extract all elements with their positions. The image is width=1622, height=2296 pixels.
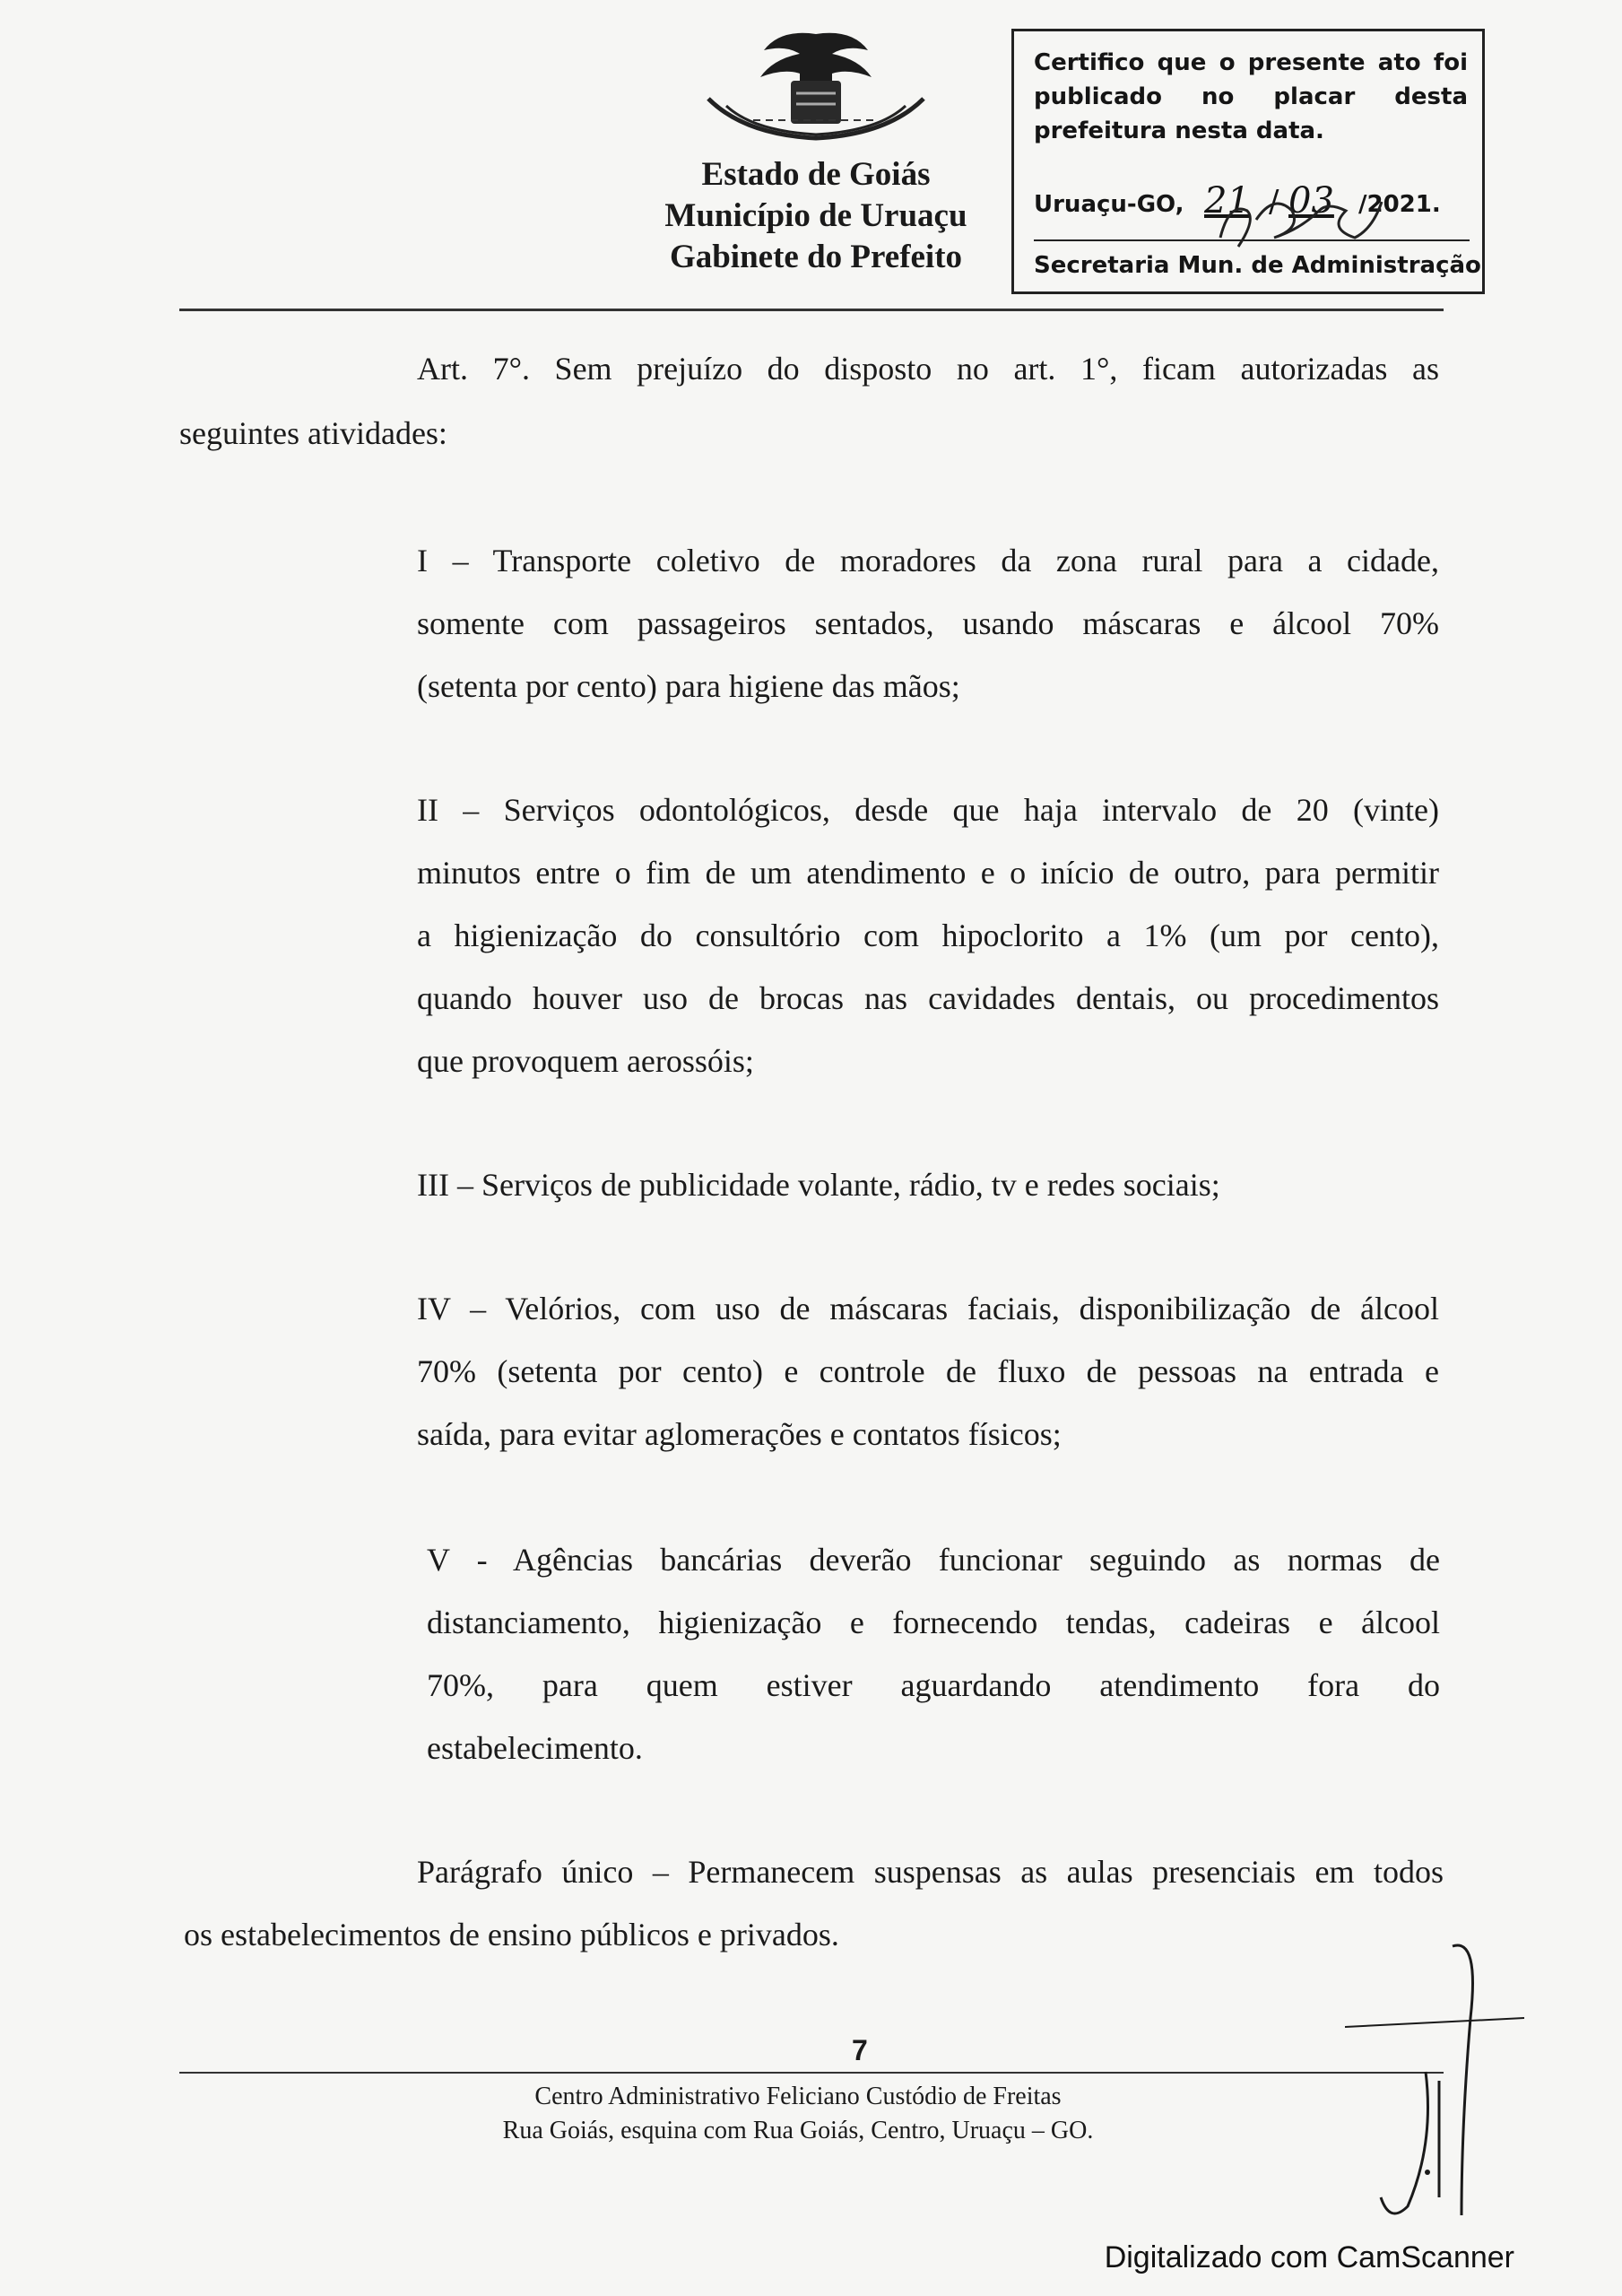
sole-paragraph-line-2: os estabelecimentos de ensino públicos e privados.: [184, 1917, 839, 1952]
article-intro-line-2: seguintes atividades:: [179, 415, 447, 451]
stamp-year: /2021.: [1358, 191, 1441, 218]
sole-paragraph-line-1: Parágrafo único – Permanecem suspensas as aulas presenciais em todos: [417, 1854, 1444, 1890]
footer-divider: [179, 2072, 1444, 2074]
footer-address-line-1: Centro Administrativo Feliciano Custódio de Freitas: [534, 2083, 1062, 2110]
item-ii-line-2: minutos entre o fim de um atendimento e o início de outro, para permitir: [417, 855, 1439, 891]
stamp-signature-line: [1034, 239, 1470, 241]
publication-stamp: [1011, 29, 1485, 294]
header-divider: [179, 309, 1444, 311]
stamp-certification-text: Certifico que o presente ato foi publicado no placar desta prefeitura nesta data.: [1034, 49, 1468, 144]
stamp-separator: /: [1269, 184, 1279, 220]
stamp-day: 21: [1204, 180, 1250, 222]
scanner-watermark: Digitalizado com CamScanner: [1104, 2240, 1514, 2274]
item-iv-line-1: IV – Velórios, com uso de máscaras faciais, disponibilização de álcool: [417, 1291, 1439, 1326]
item-iv-line-2: 70% (setenta por cento) e controle de fluxo de pessoas na entrada e: [417, 1353, 1439, 1389]
footer-address-line-2: Rua Goiás, esquina com Rua Goiás, Centro, Uruaçu – GO.: [502, 2117, 1094, 2144]
page-number: 7: [852, 2034, 868, 2066]
item-iv-line-3: saída, para evitar aglomerações e contatos físicos;: [417, 1416, 1062, 1452]
item-ii-line-5: que provoquem aerossóis;: [417, 1043, 754, 1079]
stamp-month: 03: [1288, 180, 1334, 222]
item-ii-line-1: II – Serviços odontológicos, desde que haja intervalo de 20 (vinte): [417, 792, 1439, 828]
item-v-line-3: 70%, para quem estiver aguardando atendimento fora do: [427, 1667, 1440, 1703]
margin-signature-icon: [1345, 1937, 1524, 2233]
item-i-line-2: somente com passageiros sentados, usando máscaras e álcool 70%: [417, 605, 1439, 641]
state-name: Estado de Goiás: [701, 156, 931, 193]
item-v-line-1: V - Agências bancárias deverão funcionar seguindo as normas de: [427, 1542, 1440, 1578]
municipal-crest-icon: [699, 27, 932, 152]
issuer-block: [619, 154, 1013, 278]
stamp-signature-icon: [1193, 175, 1409, 256]
item-iii-line-1: III – Serviços de publicidade volante, rádio, tv e redes sociais;: [417, 1167, 1220, 1203]
item-i-line-3: (setenta por cento) para higiene das mãos;: [417, 668, 960, 704]
article-intro-line-1: Art. 7°. Sem prejuízo do disposto no art. 1°, ficam autorizadas as: [417, 351, 1439, 387]
item-v-line-2: distanciamento, higienização e fornecendo tendas, cadeiras e álcool: [427, 1605, 1440, 1640]
stamp-office: Secretaria Mun. de Administração: [1034, 252, 1481, 279]
municipality-name: Município de Uruaçu: [664, 197, 967, 234]
item-v-line-4: estabelecimento.: [427, 1730, 643, 1766]
stamp-city: Uruaçu-GO,: [1034, 191, 1184, 218]
item-i-line-1: I – Transporte coletivo de moradores da zona rural para a cidade,: [417, 543, 1439, 578]
item-ii-line-4: quando houver uso de brocas nas cavidades dentais, ou procedimentos: [417, 980, 1439, 1016]
item-ii-line-3: a higienização do consultório com hipoclorito a 1% (um por cento),: [417, 918, 1439, 953]
office-name: Gabinete do Prefeito: [669, 239, 963, 275]
